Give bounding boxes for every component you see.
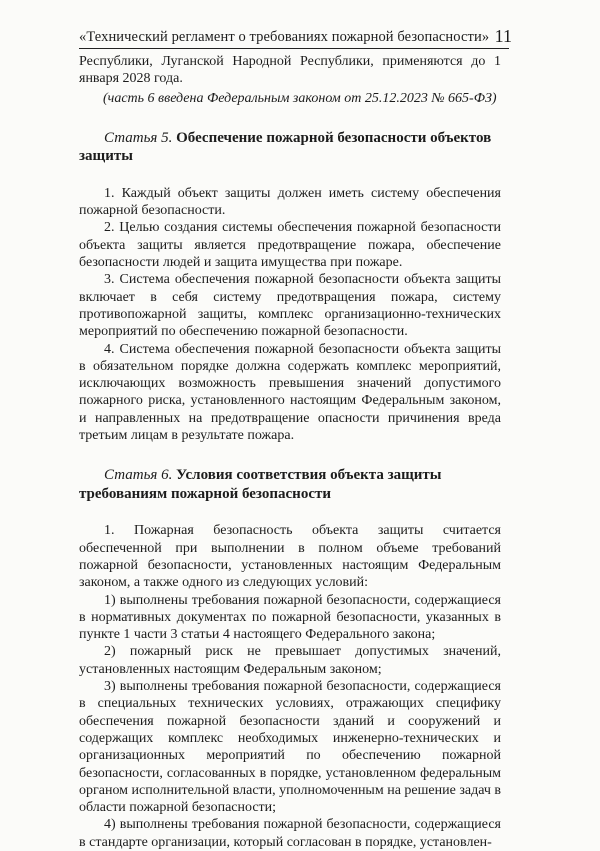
- running-header: [79, 26, 512, 49]
- article-6-item-3: 3) выполнены требования пожарной безопасности, содержащиеся в специальных технических условиях, отражающих специфику обеспечения пожарной безопасности зданий и сооружений и содержащих комплекс необходимых инженерно-технических и организационных мероприятий по обеспечению пожарной безопасности, согласованных в порядке, установленном федеральным органом исполнительной власти, уполномоченным на решение задач в области пожарной безопасности;: [79, 679, 501, 816]
- header-title: «Технический регламент о требованиях пожарной безопасности»: [79, 29, 490, 45]
- article-6-heading: [79, 466, 501, 503]
- article-6-item-1: 1) выполнены требования пожарной безопасности, содержащиеся в нормативных документах по пожарной безопасности, указанных в пункте 1 части 3 статьи 4 настоящего Федерального закона;: [79, 592, 501, 643]
- article-5-title: Обеспечение пожарной безопасности объектов защиты: [79, 129, 492, 165]
- article-5-paragraph-4: 4. Система обеспечения пожарной безопасности объекта защиты в обязательном порядке должна содержать комплекс мероприятий, исключающих возможность превышения значений допустимого пожарного риска, установленного настоящим Федеральным законом, и направленных на предотвращение опасности причинения вреда третьим лицам в результате пожара.: [79, 341, 501, 444]
- article-5-label: Статья 5.: [104, 129, 173, 146]
- intro-text: Республики, Луганской Народной Республики, применяются до 1 января 2028 года.: [79, 54, 501, 87]
- article-6-label: Статья 6.: [104, 467, 173, 484]
- page-number: 11: [494, 26, 512, 46]
- amendment-note: (часть 6 введена Федеральным законом от 25.12.2023 № 665-ФЗ): [103, 90, 497, 106]
- article-5-paragraph-1: 1. Каждый объект защиты должен иметь систему обеспечения пожарной безопасности.: [79, 185, 501, 219]
- article-6-item-4: 4) выполнены требования пожарной безопасности, содержащиеся в стандарте организации, который согласован в порядке, установлен-: [79, 817, 501, 850]
- article-5-paragraph-2: 2. Целью создания системы обеспечения пожарной безопасности объекта защиты является предотвращение пожара, обеспечение безопасности людей и защита имущества при пожаре.: [79, 220, 501, 271]
- article-5-heading: [79, 129, 501, 166]
- page-body: [79, 53, 501, 851]
- article-6-item-2: 2) пожарный риск не превышает допустимых значений, установленных настоящим Федеральным законом;: [79, 644, 501, 677]
- article-6-title: Условия соответствия объекта защиты требованиям пожарной безопасности: [79, 467, 442, 502]
- article-5-paragraph-3: 3. Система обеспечения пожарной безопасности объекта защиты включает в себя систему предотвращения пожара, систему противопожарной защиты, комплекс организационно-технических мероприятий по обеспечению пожарной безопасности.: [79, 272, 501, 340]
- article-6-paragraph-1: 1. Пожарная безопасность объекта защиты считается обеспеченной при выполнении в полном объеме требований пожарной безопасности, установленных настоящим Федеральным законом, а также одного из следующих условий:: [79, 523, 501, 591]
